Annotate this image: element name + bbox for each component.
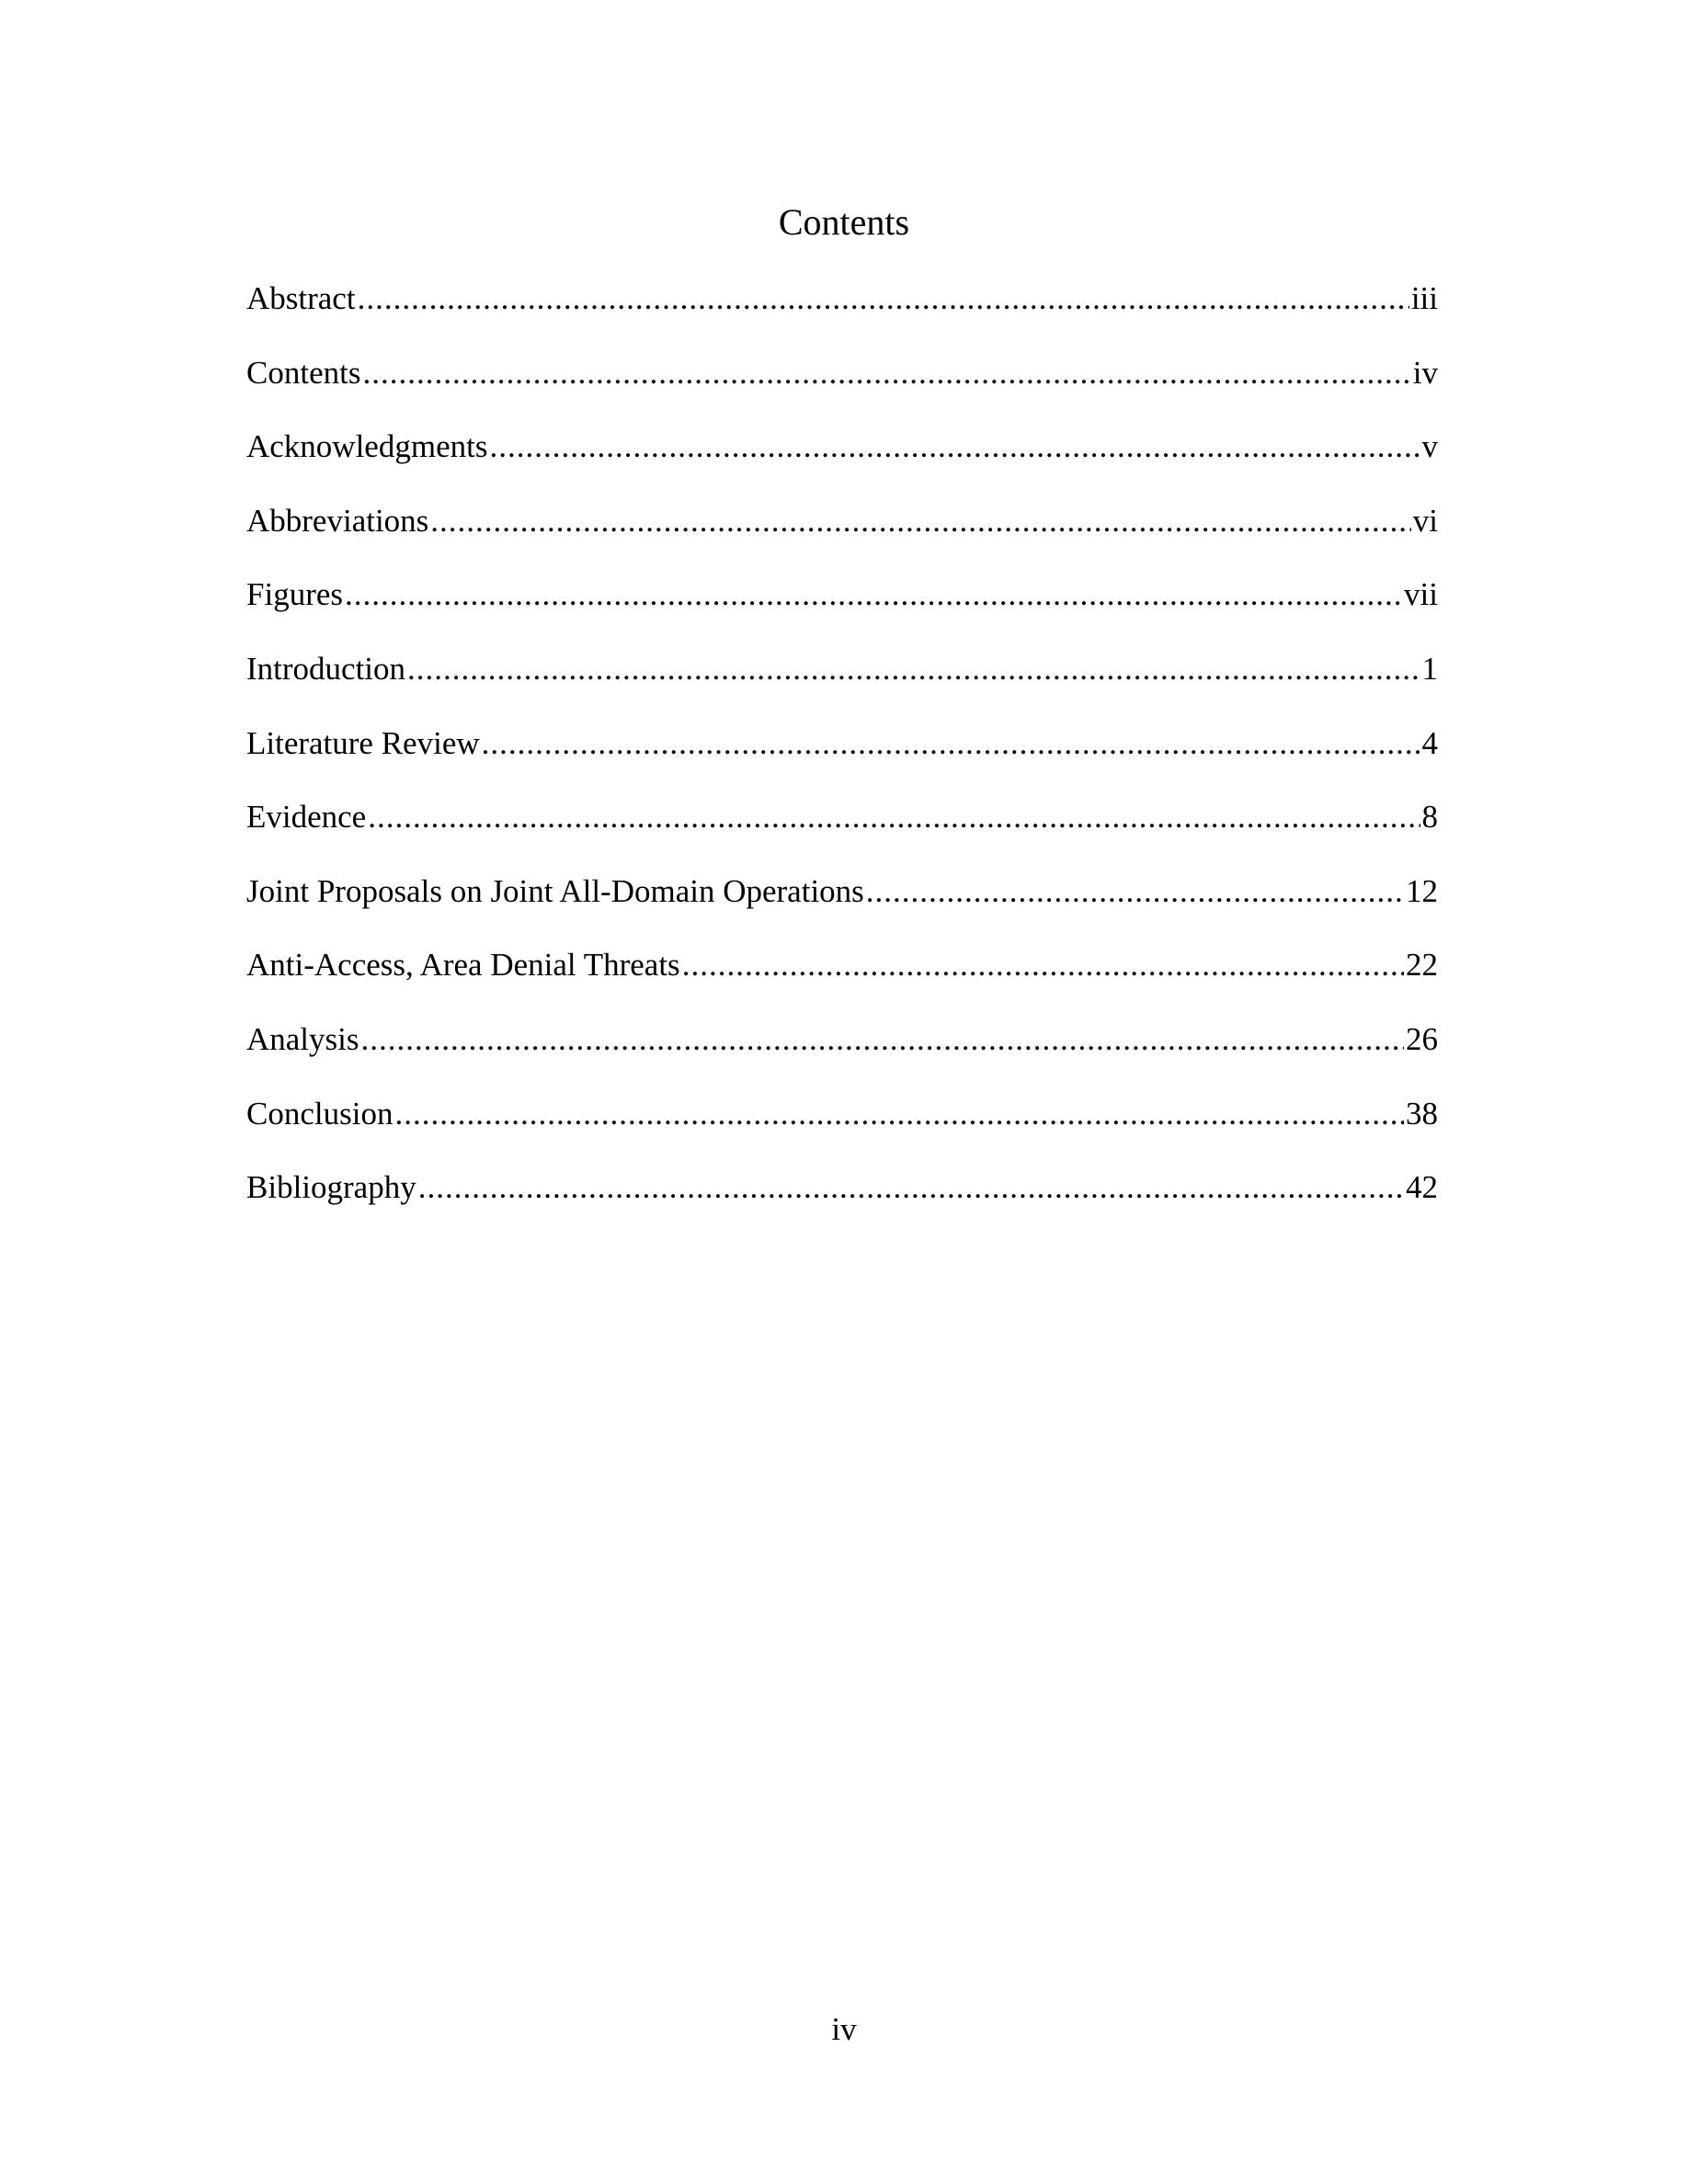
toc-entry-page: iv — [1412, 354, 1438, 391]
toc-entry-label: Conclusion — [246, 1095, 393, 1132]
toc-entry-label: Analysis — [246, 1020, 359, 1057]
toc-entry-page: 26 — [1406, 1020, 1438, 1057]
table-of-contents — [246, 271, 1438, 1234]
dot-leader — [368, 790, 1420, 845]
page-title: Contents — [778, 201, 910, 243]
toc-entry-page: v — [1421, 428, 1438, 465]
dot-leader — [345, 567, 1402, 622]
toc-entry-label: Figures — [246, 576, 343, 613]
toc-entry-bibliography[interactable] — [246, 1160, 1438, 1234]
toc-entry-introduction[interactable] — [246, 642, 1438, 716]
toc-entry-label: Acknowledgments — [246, 428, 488, 465]
toc-entry-label: Literature Review — [246, 724, 480, 761]
toc-entry-page: 4 — [1421, 724, 1438, 761]
dot-leader — [407, 642, 1420, 697]
toc-entry-page: 42 — [1406, 1169, 1438, 1206]
toc-entry-acknowledgments[interactable] — [246, 419, 1438, 494]
dot-leader — [866, 864, 1404, 919]
toc-entry-page: iii — [1410, 280, 1438, 316]
dot-leader — [361, 1012, 1405, 1067]
toc-entry-label: Abstract — [246, 280, 356, 316]
toc-entry-abbreviations[interactable] — [246, 494, 1438, 568]
dot-leader — [430, 494, 1410, 549]
toc-entry-label: Bibliography — [246, 1169, 416, 1206]
toc-entry-page: 22 — [1406, 947, 1438, 984]
toc-entry-label: Evidence — [246, 799, 367, 836]
toc-entry-contents[interactable] — [246, 346, 1438, 420]
dot-leader — [362, 346, 1410, 401]
dot-leader — [358, 271, 1409, 326]
toc-entry-analysis[interactable] — [246, 1012, 1438, 1086]
dot-leader — [489, 419, 1420, 474]
toc-entry-figures[interactable] — [246, 567, 1438, 642]
toc-entry-page: 8 — [1421, 799, 1438, 836]
toc-entry-literature-review[interactable] — [246, 716, 1438, 791]
dot-leader — [482, 716, 1420, 771]
toc-entry-label: Abbreviations — [246, 502, 429, 539]
toc-entry-page: 38 — [1406, 1095, 1438, 1132]
toc-entry-page: 12 — [1406, 872, 1438, 909]
toc-entry-label: Anti-Access, Area Denial Threats — [246, 947, 680, 984]
toc-entry-abstract[interactable] — [246, 271, 1438, 346]
toc-entry-conclusion[interactable] — [246, 1086, 1438, 1161]
page-number: iv — [831, 2011, 857, 2047]
toc-entry-label: Contents — [246, 354, 361, 391]
toc-entry-anti-access[interactable] — [246, 938, 1438, 1012]
toc-entry-evidence[interactable] — [246, 790, 1438, 864]
toc-entry-joint-proposals[interactable] — [246, 864, 1438, 938]
dot-leader — [418, 1160, 1404, 1215]
toc-entry-page: vi — [1412, 502, 1438, 539]
toc-entry-label: Introduction — [246, 650, 406, 687]
dot-leader — [394, 1086, 1404, 1142]
toc-entry-label: Joint Proposals on Joint All-Domain Operations — [246, 872, 864, 909]
toc-entry-page: 1 — [1421, 650, 1438, 687]
dot-leader — [682, 938, 1404, 993]
toc-entry-page: vii — [1404, 576, 1438, 613]
